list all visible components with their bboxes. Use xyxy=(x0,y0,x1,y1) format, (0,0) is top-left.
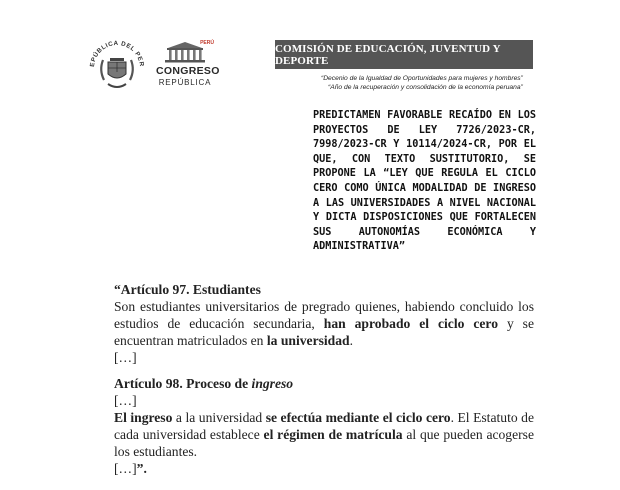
crest-arc-text: EPÚBLICA DEL PER xyxy=(88,39,146,68)
article-97-ellipsis: […] xyxy=(114,350,137,365)
coat-of-arms-icon xyxy=(86,36,148,98)
article-98 xyxy=(114,375,534,477)
peru-coat-of-arms-logo xyxy=(86,36,148,98)
motto-line-1: “Decenio de la Igualdad de Oportunidades para mujeres y hombres” xyxy=(321,75,523,82)
article-98-paragraph: El ingreso a la universidad se efectúa mediante el ciclo cero. El Estatuto de cada universidad establece el régimen de matrícula al que pueden acogerse los estudiantes. xyxy=(114,410,534,459)
motto-line-2: “Año de la recuperación y consolidación de la economía peruana” xyxy=(328,84,523,91)
article-97-number: Artículo 97 xyxy=(120,282,187,297)
article-97-heading xyxy=(114,281,534,298)
article-98-ellipsis-2: […]”. xyxy=(114,461,147,476)
article-98-ellipsis-1: […] xyxy=(114,393,137,408)
article-97 xyxy=(114,281,534,366)
closing-quote: ”. xyxy=(136,461,147,476)
article-97-paragraph: Son estudiantes universitarios de pregrado quienes, habiendo concluido los estudios de educación secundaria, han aprobado el ciclo cero y se encuentran matriculados en la universidad. xyxy=(114,299,535,348)
article-97-title: . Estudiantes xyxy=(186,282,261,297)
commission-title-bar: COMISIÓN DE EDUCACIÓN, JUVENTUD Y DEPORTE xyxy=(275,40,533,69)
article-98-heading: Artículo 98. Proceso de ingreso xyxy=(114,376,294,391)
logo-republica-text: REPÚBLICA xyxy=(158,78,212,87)
logo-congreso-text: CONGRESO xyxy=(156,65,220,77)
opening-quote: “ xyxy=(114,282,121,297)
congreso-logo xyxy=(156,38,220,94)
logo-peru-tag: PERÚ xyxy=(200,40,214,46)
predictamen-title: PREDICTAMEN FAVORABLE RECAÍDO EN LOS PROYECTOS DE LEY 7726/2023-CR, 7998/2023-CR Y 10114/2024-CR, POR EL QUE, CON TEXTO SUSTITUTORIO, SE PROPONE LA “LEY QUE REGULA EL CICLO CERO COMO ÚNICA MODALIDAD DE INGRESO A LAS UNIVERSIDADES A NIVEL NACIONAL Y DICTA DISPOSICIONES QUE FORTALECEN SUS AUTONOMÍAS ECONÓMICA Y ADMINISTRATIVA” xyxy=(313,110,536,253)
